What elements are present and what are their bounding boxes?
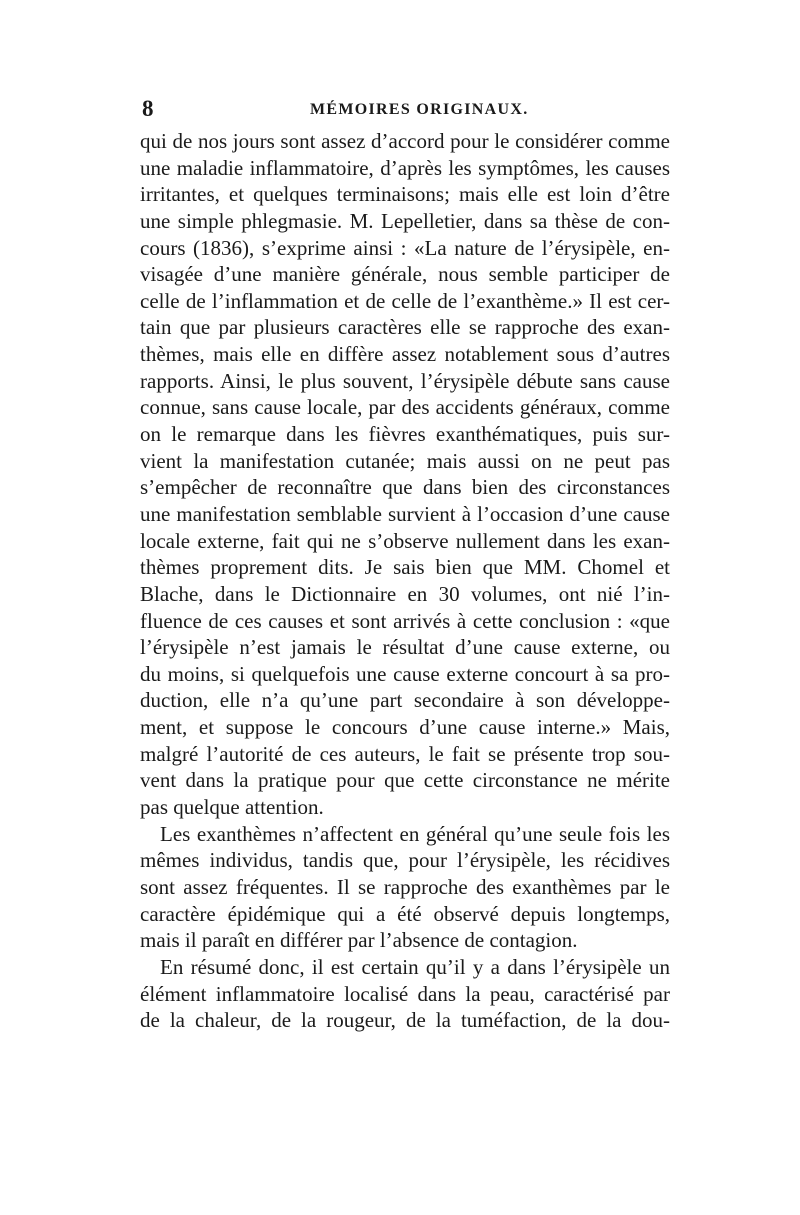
text-line: on le remarque dans les fièvres exanthématiques, puis sur- (140, 422, 670, 447)
body-text (140, 128, 670, 1034)
text-line: pas quelque attention. (140, 795, 324, 820)
text-line: caractère épidémique qui a été observé depuis longtemps, (140, 901, 670, 926)
text-line: malgré l’autorité de ces auteurs, le fait se présente trop sou- (140, 741, 670, 766)
text-line: duction, elle n’a qu’une part secondaire à son développe- (140, 688, 670, 713)
text-line: Blache, dans le Dictionnaire en 30 volumes, ont nié l’in- (140, 581, 670, 606)
text-line: tain que par plusieurs caractères elle se rapproche des exan- (140, 315, 670, 340)
text-line: vient la manifestation cutanée; mais aussi on ne peut pas (140, 448, 670, 473)
text-line: locale externe, fait qui ne s’observe nullement dans les exan- (140, 528, 670, 553)
text-line: mêmes individus, tandis que, pour l’érysipèle, les récidives (140, 848, 670, 873)
text-line: mais il paraît en différer par l’absence de contagion. (140, 928, 578, 953)
text-line: s’empêcher de reconnaître que dans bien des circonstances (140, 475, 670, 500)
text-line: celle de l’inflammation et de celle de l’exanthème.» Il est cer- (140, 288, 670, 313)
text-line: Les exanthèmes n’affectent en général qu’une seule fois les (160, 821, 670, 846)
text-line: élément inflammatoire localisé dans la peau, caractérisé par (140, 981, 670, 1006)
text-line: ment, et suppose le concours d’une cause interne.» Mais, (140, 715, 670, 740)
text-line: cours (1836), s’exprime ainsi : «La nature de l’érysipèle, en- (140, 235, 670, 260)
text-line: connue, sans cause locale, par des accidents généraux, comme (140, 395, 670, 420)
text-line: vent dans la pratique pour que cette circonstance ne mérite (140, 768, 670, 793)
text-line: irritantes, et quelques terminaisons; mais elle est loin d’être (140, 182, 670, 207)
text-line: visagée d’une manière générale, nous semble participer de (140, 262, 670, 287)
text-line: thèmes proprement dits. Je sais bien que MM. Chomel et (140, 555, 670, 580)
text-line: une maladie inflammatoire, d’après les symptômes, les causes (140, 155, 670, 180)
text-line: une manifestation semblable survient à l’occasion d’une cause (140, 501, 670, 526)
page-number: 8 (142, 96, 154, 121)
text-line: sont assez fréquentes. Il se rapproche des exanthèmes par le (140, 874, 670, 899)
text-line: de la chaleur, de la rougeur, de la tuméfaction, de la dou- (140, 1008, 670, 1033)
text-line: qui de nos jours sont assez d’accord pour le considérer comme (140, 129, 670, 153)
text-line: thèmes, mais elle en diffère assez notablement sous d’autres (140, 342, 670, 367)
text-line: l’érysipèle n’est jamais le résultat d’une cause externe, ou (140, 635, 670, 660)
running-title: MÉMOIRES ORIGINAUX. (310, 101, 529, 118)
text-line: fluence de ces causes et sont arrivés à cette conclusion : «que (140, 608, 670, 633)
text-line: rapports. Ainsi, le plus souvent, l’érysipèle débute sans cause (140, 368, 670, 393)
running-head (140, 96, 670, 122)
text-line: En résumé donc, il est certain qu’il y a dans l’érysipèle un (160, 954, 670, 979)
text-line: du moins, si quelquefois une cause externe concourt à sa pro- (140, 661, 670, 686)
text-line: une simple phlegmasie. M. Lepelletier, dans sa thèse de con- (140, 208, 670, 233)
